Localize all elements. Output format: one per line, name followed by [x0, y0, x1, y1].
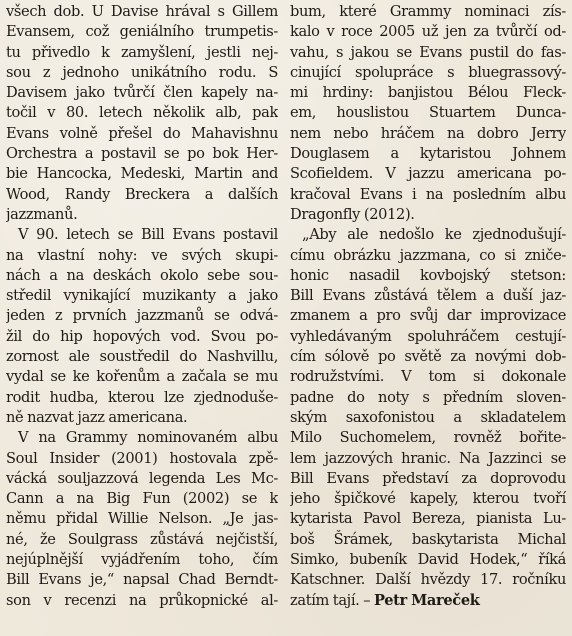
text-line-content: Douglasem a kytaristou Johnem: [290, 145, 566, 163]
text-line: [6, 103, 278, 123]
text-line: [6, 286, 278, 306]
text-line-content: „Aby ale nedošlo ke zjednodušují-: [302, 226, 566, 244]
text-line: [290, 550, 566, 570]
text-line-content: němu přidal Willie Nelson. „Je jas-: [6, 510, 278, 528]
text-line-content: ně nazvat jazz americana.: [6, 408, 188, 426]
text-line-content: středil vynikající muzikanty a jako: [6, 287, 278, 305]
text-line: [6, 408, 278, 428]
text-line-content: son v recenzi na průkopnické al-: [6, 591, 278, 609]
text-line: [6, 591, 278, 611]
text-line: [6, 185, 278, 205]
text-line-content: Evans volně přešel do Mahavishnu: [6, 124, 278, 142]
text-line: [6, 428, 278, 448]
text-line: [290, 103, 566, 123]
text-line: [290, 164, 566, 184]
text-line-content: padne do noty s předním sloven-: [290, 388, 566, 406]
article-column-right: [290, 2, 566, 611]
text-line: [6, 164, 278, 184]
text-line-content: žil do hip hopových vod. Svou po-: [6, 327, 278, 345]
text-line-content: honic nasadil kovbojský stetson:: [290, 266, 566, 284]
text-line: [6, 367, 278, 387]
text-line: [290, 449, 566, 469]
text-line: [6, 266, 278, 286]
text-line: [6, 83, 278, 103]
text-line-content: tu přivedlo k zamyšlení, jestli nej-: [6, 43, 278, 61]
text-line-content: kračoval Evans i na posledním albu: [290, 185, 566, 203]
text-line: [290, 144, 566, 164]
text-line-content: sou z jednoho unikátního rodu. S: [6, 63, 278, 81]
text-line-content: cím sólově po světě za novými dob-: [290, 348, 566, 366]
text-line: [6, 469, 278, 489]
text-line-content: Katschner. Další hvězdy 17. ročníku: [290, 571, 566, 589]
text-line-content: Simko, bubeník David Hodek,“ říká: [290, 551, 566, 569]
text-line-content: Davisem jako tvůrčí člen kapely na-: [6, 84, 278, 102]
text-line-content: Soul Insider (2001) hostovala zpě-: [6, 449, 278, 467]
text-line-content: na vlastní nohy: ve svých skupi-: [6, 246, 278, 264]
text-line: [6, 124, 278, 144]
text-line-content: címu obrázku jazzmana, co si zniče-: [290, 246, 566, 264]
text-line: [290, 22, 566, 42]
text-line: [6, 570, 278, 590]
text-line-content: vácká souljazzová legenda Les Mc-: [6, 469, 278, 487]
text-line-content: bum, které Grammy nominaci zís-: [290, 3, 566, 20]
text-line: [290, 489, 566, 509]
text-line: [290, 367, 566, 387]
text-line: [6, 225, 278, 245]
text-line-content: točil v 80. letech několik alb, pak: [6, 104, 278, 122]
text-line-content: em, houslistou Stuartem Dunca-: [290, 104, 566, 122]
text-line: [290, 124, 566, 144]
text-line-content: nách a na deskách okolo sebe sou-: [6, 266, 278, 284]
text-line: [290, 205, 566, 225]
text-line: [6, 509, 278, 529]
text-line: [6, 43, 278, 63]
text-line-content: nejúplnější vyjádřením toho, čím: [6, 551, 278, 569]
text-line-content: mi hrdiny: banjistou Bélou Fleck-: [290, 84, 566, 102]
text-line: [290, 266, 566, 286]
text-line-content: Dragonfly (2012).: [290, 205, 415, 223]
text-line: [290, 570, 566, 590]
text-line-content: ským saxofonistou a skladatelem: [290, 408, 566, 426]
text-line: [290, 388, 566, 408]
text-line: [6, 63, 278, 83]
text-line: [6, 306, 278, 326]
text-line-content: kalo v roce 2005 už jen za tvůrčí od-: [290, 23, 566, 41]
text-line-content: Bill Evans představí za doprovodu: [290, 469, 566, 487]
text-line: [290, 591, 566, 611]
text-line-content: Milo Suchomelem, rovněž bořite-: [290, 429, 566, 447]
text-line: [6, 144, 278, 164]
text-line: [290, 306, 566, 326]
text-line-content: vydal se ke kořenům a začala se mu: [6, 368, 278, 386]
text-line: [290, 225, 566, 245]
text-line: [290, 246, 566, 266]
text-line: [6, 550, 278, 570]
text-line: [290, 469, 566, 489]
text-line-content: všech dob. U Davise hrával s Gillem: [6, 3, 278, 20]
text-line-content: V 90. letech se Bill Evans postavil: [18, 226, 278, 244]
text-line: [290, 286, 566, 306]
text-line: [6, 449, 278, 469]
text-line: [290, 185, 566, 205]
text-line: [290, 347, 566, 367]
text-line-content: Evansem, což geniálního trumpetis-: [6, 23, 278, 41]
text-line-content: rodit hudba, kterou lze zjednoduše-: [6, 388, 278, 406]
text-line-content: Scofieldem. V jazzu americana po-: [290, 165, 566, 183]
text-line: [290, 509, 566, 529]
text-line-content: Bill Evans je,“ napsal Chad Berndt-: [6, 571, 278, 589]
text-line-content: Bill Evans zůstává tělem a duší jaz-: [290, 287, 566, 305]
text-line-content: Wood, Randy Breckera a dalších: [6, 185, 278, 203]
text-line-content: zornost ale soustředil do Nashvillu,: [6, 348, 278, 366]
text-line-content: jeden z prvních jazzmanů se odvá-: [6, 307, 278, 325]
text-line-content: boš Šrámek, baskytarista Michal: [290, 530, 566, 548]
text-line-content: nem nebo hráčem na dobro Jerry: [290, 124, 566, 142]
text-line: [290, 428, 566, 448]
text-line-content: V na Grammy nominovaném albu: [18, 429, 278, 447]
text-line-content: zatím tají. –: [290, 591, 374, 609]
text-line-content: bie Hancocka, Medeski, Martin and: [6, 165, 278, 183]
text-line-content: né, že Soulgrass zůstává nejčistší,: [6, 530, 278, 548]
text-line-content: rodružstvími. V tom si dokonale: [290, 368, 566, 386]
text-line-content: jazzmanů.: [6, 205, 78, 223]
text-line-content: kytarista Pavol Bereza, pianista Lu-: [290, 510, 566, 528]
text-line: [6, 327, 278, 347]
text-line: [6, 530, 278, 550]
article-column-left: [6, 2, 278, 611]
text-line-content: lem jazzových hranic. Na Jazzinci se: [290, 449, 566, 467]
text-line-content: jeho špičkové kapely, kterou tvoří: [290, 490, 566, 508]
text-line-content: vyhledávaným spoluhráčem cestují-: [290, 327, 566, 345]
text-line: [6, 2, 278, 22]
text-line: [290, 530, 566, 550]
text-line-content: vahu, s jakou se Evans pustil do fas-: [290, 43, 566, 61]
text-line-content: Orchestra a postavil se po bok Her-: [6, 145, 278, 163]
text-line: [6, 246, 278, 266]
text-line: [290, 327, 566, 347]
text-line: [290, 408, 566, 428]
text-line: [6, 22, 278, 42]
text-line-content: zmanem a pro svůj dar improvizace: [290, 307, 566, 325]
text-line-content: Cann a na Big Fun (2002) se k: [6, 490, 278, 508]
text-line-content: cinující spolupráce s bluegrassový-: [290, 63, 566, 81]
text-line: [6, 489, 278, 509]
text-line: [6, 347, 278, 367]
text-line: [290, 83, 566, 103]
text-line: [290, 2, 566, 22]
author-byline: Petr Mareček: [373, 591, 480, 609]
text-line: [290, 63, 566, 83]
text-line: [6, 388, 278, 408]
text-line: [6, 205, 278, 225]
text-line: [290, 43, 566, 63]
